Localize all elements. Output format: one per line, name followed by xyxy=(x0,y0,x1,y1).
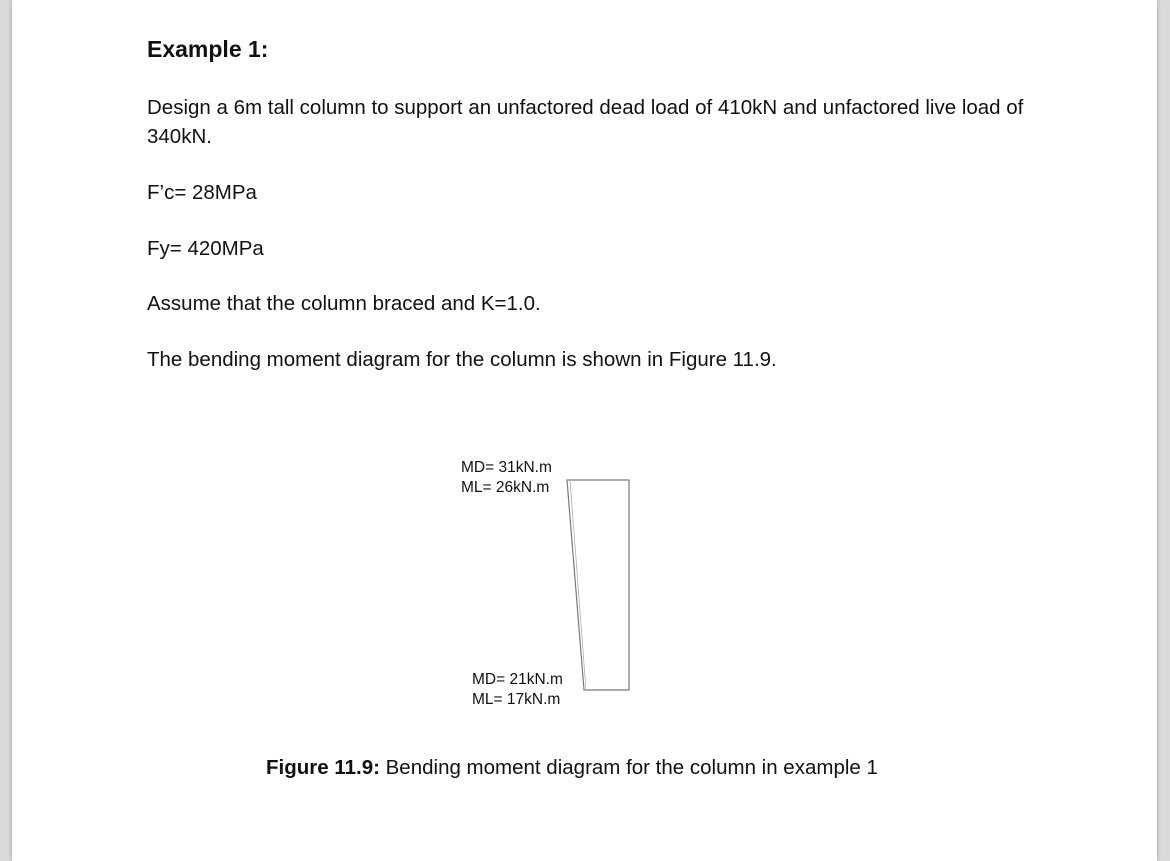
moment-diagram-outline xyxy=(567,480,629,690)
steel-yield-strength: Fy= 420MPa xyxy=(147,237,264,260)
figure-reference: The bending moment diagram for the column is shown in Figure 11.9. xyxy=(147,348,777,371)
figure-caption xyxy=(266,754,878,782)
top-dead-moment-label: MD= 31kN.m xyxy=(461,459,552,476)
bottom-live-moment-label: ML= 17kN.m xyxy=(472,691,561,708)
document-page xyxy=(12,0,1157,861)
top-live-moment-label: ML= 26kN.m xyxy=(461,479,550,496)
figure-caption-label: Figure 11.9: xyxy=(266,756,380,779)
problem-statement: Design a 6m tall column to support an unfactored dead load of 410kN and unfactored live load of 340kN. xyxy=(147,96,1024,148)
moment-diagram-inner-edge xyxy=(570,480,586,690)
example-heading: Example 1: xyxy=(147,36,269,62)
bottom-dead-moment-label: MD= 21kN.m xyxy=(472,671,563,688)
figure-caption-text: Bending moment diagram for the column in example 1 xyxy=(379,756,878,779)
bending-moment-diagram xyxy=(560,472,640,698)
bracing-assumption: Assume that the column braced and K=1.0. xyxy=(147,292,541,315)
concrete-strength: F’c= 28MPa xyxy=(147,181,257,204)
